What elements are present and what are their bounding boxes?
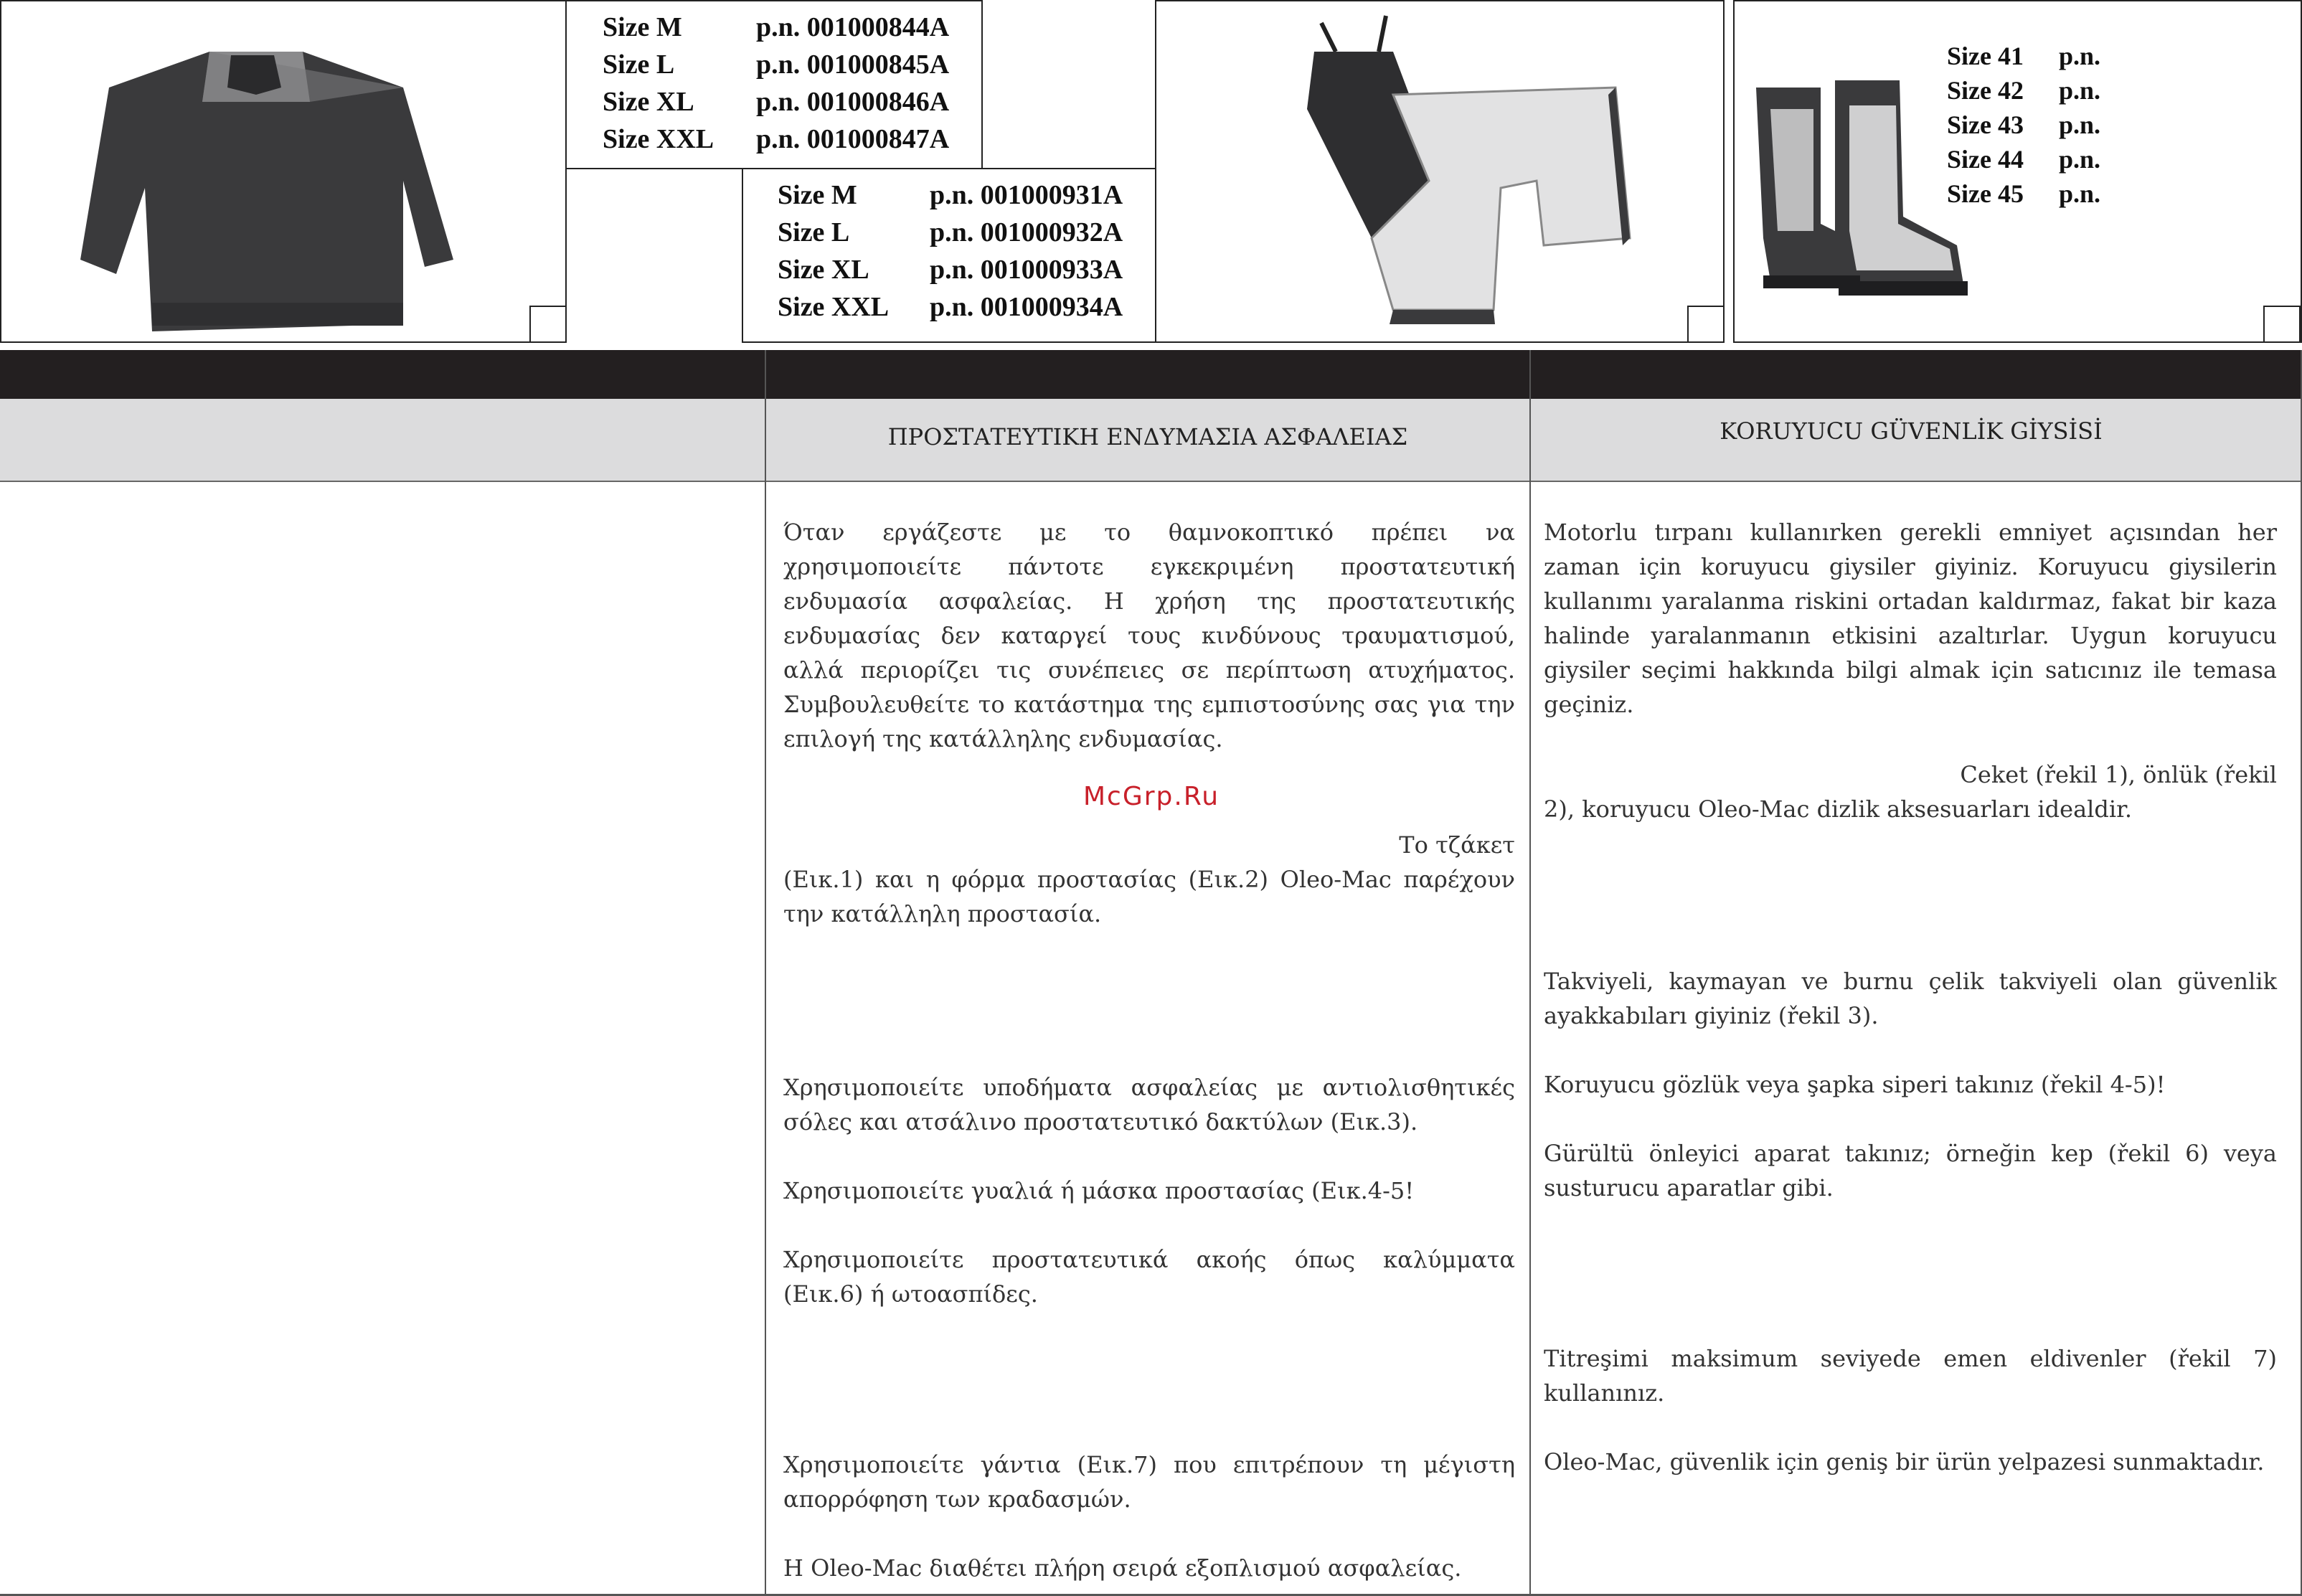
size-row xyxy=(1947,39,2100,73)
size-label: Size XXL xyxy=(778,292,890,322)
turkish-gloves-paragraph: Titreşimi maksimum seviyede emen eldivenler (řekil 7) kullanınız. xyxy=(1544,1345,2277,1407)
greek-boots-paragraph: Χρησιμοποιείτε υποδήματα ασφαλείας με αντιολισθητικές σόλες και ατσάλινο προστατευτικό δακτύλων (Εικ.3). xyxy=(783,1074,1515,1135)
size-row xyxy=(778,176,1123,214)
column-divider xyxy=(1529,350,1531,1596)
greek-range-paragraph: Η Oleo-Mac διαθέτει πλήρη σειρά εξοπλισμού ασφαλείας. xyxy=(783,1554,1462,1582)
size-label: Size XXL xyxy=(603,124,714,154)
size-label: Size M xyxy=(778,180,857,210)
jacket-figure-panel xyxy=(0,0,567,343)
apron-figure-panel xyxy=(1155,0,1725,343)
size-row xyxy=(1947,108,2100,142)
jacket-sizes-list xyxy=(603,9,949,158)
greek-jacket-line-start: Το τζάκετ xyxy=(1399,831,1515,859)
size-label: Size 43 xyxy=(1947,110,2024,139)
part-number: p.n. 001000846A xyxy=(756,87,950,117)
turkish-column-heading: KORUYUCU GÜVENLİK GİYSİSİ xyxy=(1720,417,2103,445)
part-number: p.n. 001000847A xyxy=(756,124,950,154)
figure-number-box xyxy=(529,306,567,343)
size-label: Size 44 xyxy=(1947,145,2024,174)
size-row xyxy=(603,46,949,83)
turkish-intro-paragraph: Motorlu tırpanı kullanırken gerekli emniyet açısından her zaman için koruyucu giysiler giyiniz. Koruyucu giysilerin kullanımı yaralanma riskini ortadan kaldırmaz, fakat bir kaza halinde yaralanmanın etkisini azaltırlar. Uygun koruyucu giysiler seçimi hakkında bilgi almak için satıcınız ile temasa geçiniz. xyxy=(1544,519,2277,718)
greek-jacket-paragraph: (Εικ.1) και η φόρμα προστασίας (Εικ.2) Oleo-Mac παρέχουν την κατάλληλη προστασία. xyxy=(783,866,1515,927)
greek-hearing-paragraph: Χρησιμοποιείτε προστατευτικά ακοής όπως καλύμματα (Εικ.6) ή ωτοασπίδες. xyxy=(783,1246,1515,1308)
apron-image xyxy=(1228,9,1659,331)
part-number: p.n. xyxy=(2059,110,2101,139)
apron-sizes-list xyxy=(778,176,1123,326)
size-label: Size XL xyxy=(603,87,694,117)
size-label: Size L xyxy=(778,217,850,247)
size-row xyxy=(1947,142,2100,176)
header-band xyxy=(0,350,2302,399)
column-divider xyxy=(765,350,766,1596)
part-number: p.n. 001000931A xyxy=(930,180,1123,210)
turkish-range-paragraph: Oleo-Mac, güvenlik için geniş bir ürün yelpazesi sunmaktadır. xyxy=(1544,1448,2265,1475)
greek-goggles-paragraph: Χρησιμοποιείτε γυαλιά ή μάσκα προστασίας (Εικ.4-5! xyxy=(783,1177,1415,1204)
boot-sizes-list xyxy=(1947,39,2100,211)
part-number: p.n. xyxy=(2059,76,2101,105)
part-number: p.n. xyxy=(2059,42,2101,70)
greek-column-heading: ΠΡΟΣΤΑΤΕΥΤΙΚΗ ΕΝΔΥΜΑΣΙΑ ΑΣΦΑΛΕΙΑΣ xyxy=(887,423,1408,450)
turkish-jacket-line-start: Ceket (řekil 1), önlük (řekil xyxy=(1960,761,2277,788)
size-row xyxy=(778,251,1123,288)
turkish-goggles-paragraph: Koruyucu gözlük veya şapka siperi takınız (řekil 4-5)! xyxy=(1544,1071,2166,1098)
size-row xyxy=(1947,73,2100,108)
size-label: Size 41 xyxy=(1947,42,2024,70)
size-row xyxy=(778,214,1123,251)
part-number: p.n. 001000932A xyxy=(930,217,1123,247)
turkish-boots-paragraph: Takviyeli, kaymayan ve burnu çelik takviyeli olan güvenlik ayakkabıları giyiniz (řekil 3). xyxy=(1544,968,2277,1029)
part-number: p.n. 001000845A xyxy=(756,49,950,80)
size-row xyxy=(778,288,1123,326)
size-label: Size XL xyxy=(778,255,869,285)
size-row xyxy=(603,9,949,46)
part-number: p.n. 001000844A xyxy=(756,12,950,42)
size-label: Size M xyxy=(603,12,682,42)
part-number: p.n. xyxy=(2059,145,2101,174)
size-label: Size L xyxy=(603,49,675,80)
size-label: Size 42 xyxy=(1947,76,2024,105)
part-number: p.n. 001000933A xyxy=(930,255,1123,285)
jacket-image xyxy=(66,23,468,339)
part-number: p.n. 001000934A xyxy=(930,292,1123,322)
turkish-hearing-paragraph: Gürültü önleyici aparat takınız; örneğin kep (řekil 6) veya susturucu aparatlar gibi. xyxy=(1544,1140,2277,1201)
watermark: McGrp.Ru xyxy=(1083,782,1220,811)
greek-gloves-paragraph: Χρησιμοποιείτε γάντια (Εικ.7) που επιτρέπουν τη μέγιστη απορρόφηση των κραδασμών. xyxy=(783,1451,1515,1513)
size-row xyxy=(1947,176,2100,211)
greek-intro-paragraph: Όταν εργάζεστε με το θαμνοκοπτικό πρέπει να χρησιμοποιείτε πάντοτε εγκεκριμένη προστατευτική ενδυμασία ασφαλείας. Η χρήση της προστατευτικής ενδυμασίας δεν καταργεί τους κινδύνους τραυματισμού, αλλά περιορίζει τις συνέπειες σε περίπτωση ατυχήματος. Συμβουλευθείτε το κατάστημα της εμπιστοσύνης σας για την επιλογή της κατάλληλης ενδυμασίας. xyxy=(783,519,1515,752)
boots-figure-panel xyxy=(1733,0,2302,343)
figure-number-box xyxy=(1687,306,1725,343)
size-row xyxy=(603,121,949,158)
size-label: Size 45 xyxy=(1947,179,2024,208)
turkish-jacket-paragraph: 2), koruyucu Oleo-Mac dizlik aksesuarları idealdir. xyxy=(1544,795,2133,823)
size-row xyxy=(603,83,949,121)
figure-number-box xyxy=(2263,306,2301,343)
part-number: p.n. xyxy=(2059,179,2101,208)
